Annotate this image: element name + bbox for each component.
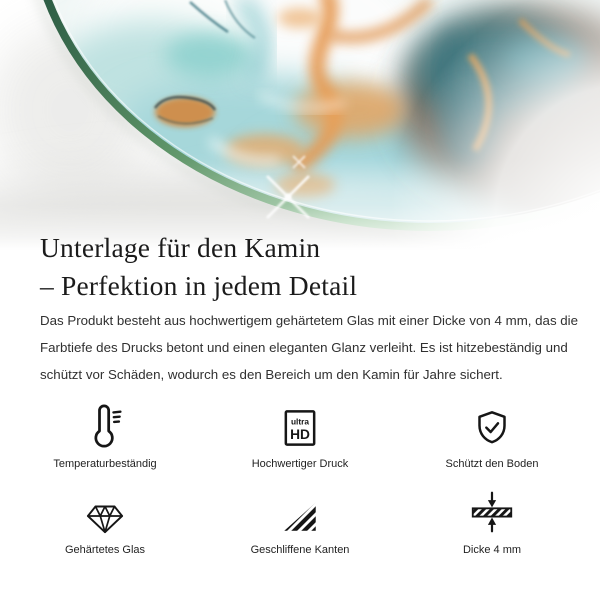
feature-label: Temperaturbeständig [53, 458, 157, 470]
feature-label: Gehärtetes Glas [64, 544, 146, 556]
diamond-icon [17, 489, 193, 535]
description-line: Farbtiefe des Drucks betont und einen eleganten Glanz verleiht. Es ist hitzebeständig und [40, 340, 568, 355]
product-photo-glass-panel [0, 0, 600, 250]
ultra-hd-icon [212, 403, 388, 449]
thickness-icon [404, 489, 580, 535]
description-line: schützt vor Schäden, wodurch es den Bereich um den Kamin für Jahre sichert. [40, 367, 503, 382]
shield-check-icon [404, 403, 580, 449]
feature-thickness-4mm [404, 489, 580, 556]
feature-label: Hochwertiger Druck [251, 458, 349, 470]
svg-text:ultra: ultra [290, 416, 310, 427]
svg-text:HD: HD [290, 426, 310, 442]
beveled-edge-icon [212, 489, 388, 535]
feature-high-quality-print [212, 403, 388, 470]
page-title-line1: Unterlage für den Kamin [40, 232, 321, 263]
product-description [40, 307, 580, 388]
feature-label: Geschliffene Kanten [250, 544, 350, 556]
feature-label: Schützt den Boden [445, 458, 539, 470]
page-title-line2: – Perfektion in jedem Detail [40, 270, 358, 301]
feature-ground-edges [212, 489, 388, 556]
feature-tempered-glass [17, 489, 193, 556]
thermometer-icon [17, 403, 193, 449]
feature-temperature-resistant [17, 403, 193, 470]
feature-protects-floor [404, 403, 580, 470]
description-line: Das Produkt besteht aus hochwertigem gehärtetem Glas mit einer Dicke von 4 mm, das die [40, 313, 579, 328]
feature-label: Dicke 4 mm [462, 544, 522, 556]
page-title [40, 229, 560, 305]
